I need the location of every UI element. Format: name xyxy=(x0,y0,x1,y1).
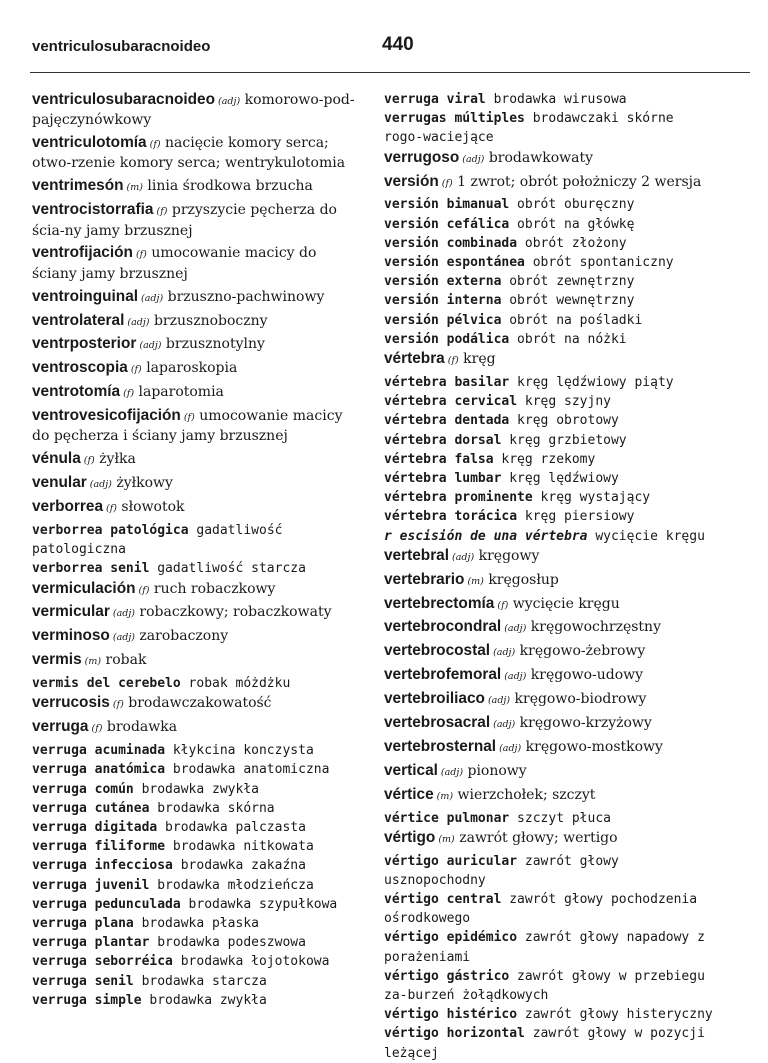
definition: kręg lędźwiowy xyxy=(501,470,619,486)
subentry-term: verruga infecciosa xyxy=(32,858,173,874)
subentry-term: verborrea senil xyxy=(32,561,150,577)
subentry-term: versión interna xyxy=(384,293,502,309)
part-of-speech: (adj) xyxy=(501,623,527,635)
dictionary-entry xyxy=(32,602,360,623)
subentry xyxy=(384,469,720,488)
definition: zawrót głowy; wertigo xyxy=(454,829,618,846)
subentry-term: vértigo histérico xyxy=(384,1007,518,1023)
headword: ventrimesón xyxy=(32,177,124,195)
subentry-term: verruga filiforme xyxy=(32,839,166,855)
part-of-speech: (adj) xyxy=(496,742,522,754)
definition: przyszycie pęcherza do ścia-ny jamy brzusznej xyxy=(32,202,337,239)
dictionary-entry xyxy=(384,641,720,662)
headword: verminoso xyxy=(32,627,110,645)
headword: vértigo xyxy=(384,828,436,846)
definition: brodawka łojotokowa xyxy=(172,954,330,970)
part-of-speech: (adj) xyxy=(124,316,150,328)
subentry-term: vértigo gástrico xyxy=(384,968,510,984)
definition: brzusznotylny xyxy=(161,336,265,353)
dictionary-entry xyxy=(384,828,720,849)
subentry xyxy=(384,234,720,253)
dictionary-entry xyxy=(384,617,720,638)
headword: vertical xyxy=(384,761,438,779)
definition: obrót na pośladki xyxy=(501,312,643,328)
headword: vertebrofemoral xyxy=(384,666,502,684)
dictionary-entry xyxy=(384,570,720,591)
dictionary-entry xyxy=(32,311,360,332)
dictionary-entry xyxy=(32,579,360,600)
headword: ventroinguinal xyxy=(32,287,139,305)
subentry-term: vértebra lumbar xyxy=(384,470,502,486)
part-of-speech: (f) xyxy=(88,723,103,735)
part-of-speech: (adj) xyxy=(109,608,135,620)
definition: brodawka skórna xyxy=(149,800,275,816)
definition: zarobaczony xyxy=(134,628,229,645)
definition: brodawka młodzieńcza xyxy=(149,877,314,893)
left-column xyxy=(32,90,360,1010)
definition: umocowanie macicy do ściany jamy brzusznej xyxy=(32,245,317,282)
subentry-term: vértebra prominente xyxy=(384,490,533,506)
definition: obrót zewnętrzny xyxy=(501,274,635,290)
definition: gadatliwość patologiczna xyxy=(32,522,283,558)
subentry xyxy=(384,109,720,147)
part-of-speech: (m) xyxy=(81,656,102,668)
definition: kręg wystający xyxy=(532,490,651,506)
subentry-phrase xyxy=(384,527,720,546)
definition: obrót oburęczny xyxy=(509,197,635,213)
headword: versión xyxy=(384,172,439,190)
subentry-term: verruga anatómica xyxy=(32,762,166,778)
subentry-term: vértigo auricular xyxy=(384,853,518,869)
part-of-speech: (m) xyxy=(435,833,455,845)
part-of-speech: (f) xyxy=(132,249,147,261)
dictionary-entry xyxy=(384,761,720,782)
subentry-term: versión externa xyxy=(384,274,502,290)
subentry-term: vermis del cerebelo xyxy=(32,676,181,692)
dictionary-entry xyxy=(32,200,360,241)
definition: obrót na główkę xyxy=(509,216,635,232)
dictionary-entry xyxy=(32,717,360,738)
definition: brodawczakowatość xyxy=(123,695,272,712)
dictionary-entry xyxy=(32,626,360,647)
headword: ventriculotomía xyxy=(32,134,147,152)
subentry-term: vértebra basilar xyxy=(384,374,510,390)
definition: obrót złożony xyxy=(517,235,627,251)
dictionary-entry xyxy=(32,497,360,518)
dictionary-entry xyxy=(32,334,360,355)
definition: nacięcie komory serca; otwo-rzenie komory serca; wentrykulotomia xyxy=(32,135,346,172)
definition: gadatliwość starcza xyxy=(149,561,306,577)
definition: brodawczaki skórne rogo-waciejące xyxy=(384,111,674,146)
dictionary-entry xyxy=(32,358,360,379)
definition: zawrót głowy usznopochodny xyxy=(384,853,619,888)
subentry-term: vértebra dorsal xyxy=(384,432,502,448)
part-of-speech: (f) xyxy=(146,139,161,151)
definition: kręg szyjny xyxy=(517,394,611,410)
subentry xyxy=(32,760,360,779)
subentry xyxy=(32,741,360,760)
page-number: 440 xyxy=(382,34,414,55)
part-of-speech: (f) xyxy=(438,177,453,189)
subentry xyxy=(32,674,360,693)
dictionary-entry xyxy=(384,737,720,758)
part-of-speech: (f) xyxy=(135,584,150,596)
subentry xyxy=(384,253,720,272)
part-of-speech: (adj) xyxy=(459,153,485,165)
part-of-speech: (adj) xyxy=(437,766,464,778)
subentry xyxy=(384,928,720,966)
headword: vertebrario xyxy=(384,570,465,588)
headword: vénula xyxy=(32,450,81,468)
subentry xyxy=(32,895,360,914)
dictionary-entry xyxy=(384,785,720,806)
headword: ventroscopia xyxy=(32,359,128,377)
definition: kręg rzekomy xyxy=(493,451,596,467)
subentry-term: verruga viral xyxy=(384,92,486,107)
definition: brodawka zakaźna xyxy=(172,858,306,874)
subentry-term: versión bimanual xyxy=(384,197,510,213)
definition: zawrót głowy w przebiegu za-burzeń żołądkowych xyxy=(384,968,705,1004)
headword: vertebrocostal xyxy=(384,642,491,660)
subentry-term: vértigo epidémico xyxy=(384,930,518,946)
definition: zawrót głowy pochodzenia ośrodkowego xyxy=(384,892,698,927)
subentry xyxy=(32,876,360,895)
definition: brodawka wirusowa xyxy=(485,92,627,107)
subentry-term: verborrea patológica xyxy=(32,522,189,538)
definition: pionowy xyxy=(463,762,527,779)
definition: brzusznoboczny xyxy=(149,312,268,329)
definition: brodawka nitkowata xyxy=(165,839,314,855)
headword: ventrolateral xyxy=(32,311,125,329)
headword: ventrofijación xyxy=(32,244,133,262)
part-of-speech: (f) xyxy=(444,355,459,367)
headword: vertebroiliaco xyxy=(384,690,485,708)
definition: obrót na nóżki xyxy=(509,331,627,347)
dictionary-entry xyxy=(32,650,360,671)
part-of-speech: (adj) xyxy=(86,479,112,491)
definition: kręgowo-biodrowy xyxy=(510,691,647,708)
part-of-speech: (f) xyxy=(153,206,168,218)
subentry xyxy=(384,392,720,411)
subentry-term: verruga juvenil xyxy=(32,877,150,893)
part-of-speech: (m) xyxy=(433,790,454,802)
definition: kręg grzbietowy xyxy=(501,432,627,448)
definition: umocowanie macicy do pęcherza i ściany jamy brzusznej xyxy=(32,408,343,445)
subentry xyxy=(384,488,720,507)
definition: wycięcie kręgu xyxy=(587,528,705,544)
headword: vertebrosternal xyxy=(384,737,497,755)
dictionary-entry xyxy=(32,382,360,403)
subentry xyxy=(384,450,720,469)
subentry-term: verruga plana xyxy=(32,915,134,931)
part-of-speech: (adj) xyxy=(490,647,516,659)
dictionary-entry xyxy=(32,406,360,447)
subentry-term: vértebra cervical xyxy=(384,394,518,410)
headword: vertebrectomía xyxy=(384,594,495,612)
subentry xyxy=(384,809,720,828)
definition: zawrót głowy w pozycji leżącej xyxy=(384,1026,705,1061)
part-of-speech: (m) xyxy=(123,182,143,194)
subentry-term: verruga simple xyxy=(32,992,142,1008)
definition: robaczkowy; robaczkowaty xyxy=(134,604,332,621)
definition: kręg obrotowy xyxy=(509,413,619,429)
part-of-speech: (adj) xyxy=(215,96,241,107)
subentry-term: verruga acuminada xyxy=(32,743,166,759)
part-of-speech: (adj) xyxy=(138,292,164,304)
part-of-speech: (adj) xyxy=(109,632,135,644)
subentry xyxy=(32,799,360,818)
headword: venular xyxy=(32,474,87,492)
dictionary-entry xyxy=(32,176,360,197)
definition: kręgowo-krzyżowy xyxy=(515,714,652,731)
running-head: ventriculosubaracnoideo xyxy=(32,38,211,55)
subentry xyxy=(32,914,360,933)
dictionary-entry xyxy=(32,473,360,494)
definition: brodawka zwykła xyxy=(133,781,259,797)
definition: żyłkowy xyxy=(111,475,173,492)
headword: ventrposterior xyxy=(32,335,137,353)
part-of-speech: (adj) xyxy=(501,671,527,683)
definition: brodawka starcza xyxy=(133,973,267,989)
dictionary-entry xyxy=(384,594,720,615)
headword: verrucosis xyxy=(32,694,110,712)
subentry xyxy=(384,507,720,526)
definition: brodawka szypułkowa xyxy=(180,896,338,912)
subentry-term: vértebra torácica xyxy=(384,509,518,525)
dictionary-entry xyxy=(384,689,720,710)
definition: zawrót głowy napadowy z porażeniami xyxy=(384,930,705,965)
definition: kręgowo-żebrowy xyxy=(515,643,646,660)
headword: vertebral xyxy=(384,546,450,564)
headword: verborrea xyxy=(32,498,104,516)
subentry-term: versión pélvica xyxy=(384,312,502,328)
definition: linia środkowa brzucha xyxy=(142,178,313,195)
definition: brodawka podeszwowa xyxy=(149,935,306,951)
part-of-speech: (f) xyxy=(103,503,117,515)
part-of-speech: (adj) xyxy=(449,551,475,563)
definition: obrót wewnętrzny xyxy=(501,293,635,309)
definition: ruch robaczkowy xyxy=(149,580,276,597)
header-rule xyxy=(30,72,750,73)
subentry-term: versión espontánea xyxy=(384,255,525,270)
subentry-term: r escisión de una vértebra xyxy=(384,528,588,544)
subentry-term: verrugas múltiples xyxy=(384,111,525,127)
subentry-term: verruga común xyxy=(32,781,134,797)
subentry-term: vértigo horizontal xyxy=(384,1026,525,1042)
subentry xyxy=(384,272,720,291)
dictionary-entry xyxy=(384,148,720,169)
definition: zawrót głowy histeryczny xyxy=(517,1007,713,1023)
dictionary-entry xyxy=(384,349,720,370)
subentry xyxy=(32,856,360,875)
subentry-term: vértebra falsa xyxy=(384,451,494,467)
definition: laparoskopia xyxy=(141,360,238,377)
dictionary-entry xyxy=(32,693,360,714)
part-of-speech: (adj) xyxy=(490,718,516,730)
subentry-term: versión combinada xyxy=(384,235,518,251)
definition: 1 zwrot; obrót położniczy 2 wersja xyxy=(452,173,702,190)
subentry xyxy=(384,311,720,330)
subentry xyxy=(384,1005,720,1024)
subentry-term: verruga senil xyxy=(32,973,134,989)
definition: brodawka xyxy=(102,719,178,736)
part-of-speech: (f) xyxy=(494,599,509,611)
dictionary-entry xyxy=(32,243,360,284)
dictionary-entry xyxy=(32,287,360,308)
subentry xyxy=(32,780,360,799)
subentry xyxy=(32,972,360,991)
definition: obrót spontaniczny xyxy=(524,255,674,270)
definition: komorowo-pod-pajęczynówkowy xyxy=(32,92,355,129)
definition: żyłka xyxy=(94,451,136,468)
headword: verrugoso xyxy=(384,148,460,166)
subentry xyxy=(384,890,720,928)
headword: vermiculación xyxy=(32,579,136,597)
subentry xyxy=(384,431,720,450)
dictionary-entry xyxy=(384,665,720,686)
headword: ventrocistorrafia xyxy=(32,201,154,219)
subentry-term: vértigo central xyxy=(384,892,502,908)
subentry xyxy=(384,195,720,214)
subentry xyxy=(384,330,720,349)
definition: kręgowo-mostkowy xyxy=(521,738,663,755)
subentry xyxy=(384,373,720,392)
part-of-speech: (m) xyxy=(464,575,484,587)
headword: vermis xyxy=(32,651,82,669)
headword: ventriculosubaracnoideo xyxy=(32,91,216,108)
part-of-speech: (f) xyxy=(180,412,195,424)
definition: kręg xyxy=(458,351,496,368)
subentry xyxy=(32,521,360,559)
definition: kręgosłup xyxy=(483,571,559,588)
subentry xyxy=(384,852,720,890)
part-of-speech: (f) xyxy=(127,364,142,376)
subentry xyxy=(384,967,720,1005)
definition: brodawka zwykła xyxy=(141,992,267,1008)
headword: vertebrocondral xyxy=(384,618,502,636)
subentry-term: verruga digitada xyxy=(32,819,158,835)
definition: kręg lędźwiowy piąty xyxy=(509,374,674,390)
headword: vermicular xyxy=(32,603,110,621)
definition: robak xyxy=(101,652,147,669)
subentry-term: versión cefálica xyxy=(384,216,510,232)
subentry xyxy=(32,952,360,971)
part-of-speech: (f) xyxy=(80,455,95,467)
dictionary-entry xyxy=(384,172,720,193)
definition: kłykcina konczysta xyxy=(165,743,314,759)
definition: kręgowo-udowy xyxy=(526,667,644,684)
subentry xyxy=(384,411,720,430)
subentry-term: verruga pedunculada xyxy=(32,896,181,912)
subentry-term: verruga cutánea xyxy=(32,800,150,816)
dictionary-entry xyxy=(32,133,360,174)
right-column xyxy=(384,90,720,1063)
subentry xyxy=(32,559,360,578)
subentry-term: verruga seborréica xyxy=(32,954,173,970)
dictionary-entry xyxy=(384,713,720,734)
subentry-term: vértebra dentada xyxy=(384,413,510,429)
headword: ventrovesicofijación xyxy=(32,407,181,425)
headword: ventrotomía xyxy=(32,383,121,401)
subentry xyxy=(384,1024,720,1062)
headword: vértice xyxy=(384,785,434,803)
subentry-term: versión podálica xyxy=(384,331,510,347)
definition: brzuszno-pachwinowy xyxy=(163,288,325,305)
definition: laparotomia xyxy=(134,384,224,401)
definition: wierzchołek; szczyt xyxy=(453,786,596,803)
dictionary-entry xyxy=(32,90,360,131)
definition: kręgowy xyxy=(474,547,540,564)
definition: kręgowochrzęstny xyxy=(526,619,661,636)
subentry-term: verruga plantar xyxy=(32,935,150,951)
part-of-speech: (f) xyxy=(109,699,124,711)
definition: brodawka palczasta xyxy=(157,819,306,835)
definition: brodawka anatomiczna xyxy=(165,762,330,778)
definition: kręg piersiowy xyxy=(517,509,635,525)
subentry xyxy=(384,215,720,234)
definition: szczyt płuca xyxy=(509,810,611,826)
headword: vértebra xyxy=(384,350,445,368)
definition: brodawkowaty xyxy=(484,149,593,166)
subentry-term: vértice pulmonar xyxy=(384,810,510,826)
part-of-speech: (adj) xyxy=(484,695,511,707)
dictionary-entry xyxy=(32,449,360,470)
definition: brodawka płaska xyxy=(133,915,259,931)
subentry xyxy=(384,90,720,109)
definition: słowotok xyxy=(116,499,185,516)
definition: robak móżdżku xyxy=(180,676,291,692)
dictionary-entry xyxy=(384,546,720,567)
subentry xyxy=(32,933,360,952)
definition: wycięcie kręgu xyxy=(508,595,620,612)
headword: verruga xyxy=(32,718,89,736)
headword: vertebrosacral xyxy=(384,713,491,731)
subentry xyxy=(384,291,720,310)
subentry xyxy=(32,818,360,837)
subentry xyxy=(32,837,360,856)
part-of-speech: (f) xyxy=(120,388,135,400)
part-of-speech: (adj) xyxy=(136,340,162,352)
